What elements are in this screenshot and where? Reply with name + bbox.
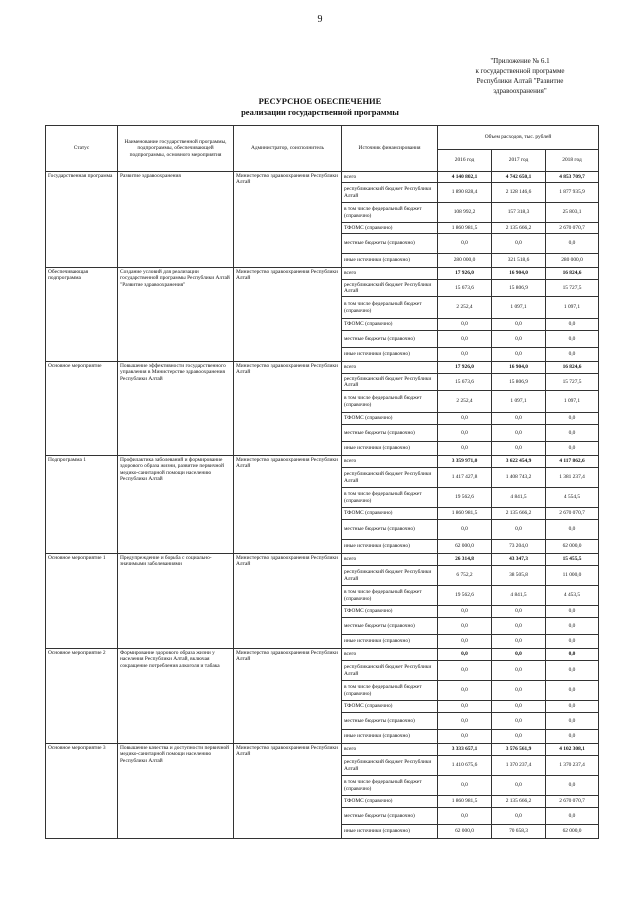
amount-cell: 0,0 <box>492 713 546 730</box>
header-year: 2018 год <box>546 150 599 172</box>
amount-cell: 0,0 <box>546 730 599 744</box>
amount-cell: 0,0 <box>492 661 546 681</box>
source-cell: всего <box>342 649 438 661</box>
table-row <box>46 456 599 468</box>
amount-cell: 4 853 709,7 <box>546 172 599 183</box>
amount-cell: 0,0 <box>546 618 599 635</box>
amount-cell: 15 455,5 <box>546 554 599 566</box>
amount-cell: 0,0 <box>492 618 546 635</box>
source-cell: республиканский бюджет Республики Алтай <box>342 661 438 681</box>
amount-cell: 1 408 743,2 <box>492 468 546 488</box>
amount-cell: 0,0 <box>492 234 546 254</box>
source-cell: местные бюджеты (справочно) <box>342 234 438 254</box>
source-cell: республиканский бюджет Республики Алтай <box>342 183 438 203</box>
amount-cell: 4 742 650,1 <box>492 172 546 183</box>
amount-cell: 0,0 <box>438 618 492 635</box>
amount-cell: 1 370 237,4 <box>492 756 546 776</box>
amount-cell: 0,0 <box>438 331 492 348</box>
amount-cell: 0,0 <box>546 681 599 701</box>
subtitle-line: реализации государственной программы <box>241 107 399 117</box>
source-cell: иные источники (справочно) <box>342 540 438 554</box>
source-cell: республиканский бюджет Республики Алтай <box>342 566 438 586</box>
amount-cell: 0,0 <box>492 425 546 442</box>
amount-cell: 19 562,6 <box>438 488 492 508</box>
amount-cell: 16 904,0 <box>492 268 546 280</box>
amount-cell: 0,0 <box>492 681 546 701</box>
source-cell: ТФОМС (справочно) <box>342 223 438 234</box>
admin-cell: Министерство здравоохранения Республики Алтай <box>234 649 342 744</box>
amount-cell: 108 992,2 <box>438 203 492 223</box>
amount-cell: 2 252,4 <box>438 297 492 319</box>
amount-cell: 15 727,5 <box>546 280 599 297</box>
source-cell: иные источники (справочно) <box>342 825 438 839</box>
header-year: 2016 год <box>438 150 492 172</box>
amount-cell: 0,0 <box>546 520 599 540</box>
name-cell: Повышение качества и доступности первичной медико-санитарной помощи населению Республики Алтай <box>118 744 234 839</box>
title-line: РЕСУРСНОЕ ОБЕСПЕЧЕНИЕ <box>258 96 382 106</box>
source-cell: ТФОМС (справочно) <box>342 796 438 808</box>
amount-cell: 4 554,5 <box>546 488 599 508</box>
amount-cell: 0,0 <box>438 319 492 331</box>
amount-cell: 3 622 454,9 <box>492 456 546 468</box>
amount-cell: 321 518,6 <box>492 254 546 268</box>
amount-cell: 0,0 <box>546 348 599 362</box>
amount-cell: 0,0 <box>546 413 599 425</box>
amount-cell: 0,0 <box>492 413 546 425</box>
amount-cell: 11 000,0 <box>546 566 599 586</box>
amount-cell: 0,0 <box>492 701 546 713</box>
header-year: 2017 год <box>492 150 546 172</box>
amount-cell: 73 204,0 <box>492 540 546 554</box>
amount-cell: 19 562,6 <box>438 586 492 606</box>
amount-cell: 2 670 070,7 <box>546 508 599 520</box>
amount-cell: 38 505,8 <box>492 566 546 586</box>
admin-cell: Министерство здравоохранения Республики Алтай <box>234 362 342 456</box>
source-cell: местные бюджеты (справочно) <box>342 425 438 442</box>
amount-cell: 0,0 <box>546 776 599 796</box>
source-cell: всего <box>342 172 438 183</box>
header-admin: Администратор, соисполнитель <box>234 126 342 172</box>
header-name: Наименование государственной программы, подпрограммы, обеспечивающей подпрограммы, основного мероприятия <box>118 126 234 172</box>
amount-cell: 43 347,3 <box>492 554 546 566</box>
document-title <box>0 96 640 118</box>
table-row <box>46 554 599 566</box>
amount-cell: 0,0 <box>546 319 599 331</box>
status-cell: Обеспечивающая подпрограмма <box>46 268 118 362</box>
source-cell: местные бюджеты (справочно) <box>342 331 438 348</box>
source-cell: в том числе федеральный бюджет (справочно) <box>342 391 438 413</box>
amount-cell: 280 000,0 <box>438 254 492 268</box>
source-cell: иные источники (справочно) <box>342 635 438 649</box>
amount-cell: 0,0 <box>438 520 492 540</box>
amount-cell: 15 727,5 <box>546 374 599 391</box>
amount-cell: 0,0 <box>438 681 492 701</box>
amount-cell: 0,0 <box>546 331 599 348</box>
table-row <box>46 744 599 756</box>
source-cell: иные источники (справочно) <box>342 348 438 362</box>
appendix-line: к государственной программе <box>475 67 565 75</box>
amount-cell: 0,0 <box>438 348 492 362</box>
amount-cell: 17 926,0 <box>438 268 492 280</box>
amount-cell: 62 000,0 <box>546 540 599 554</box>
source-cell: местные бюджеты (справочно) <box>342 713 438 730</box>
source-cell: иные источники (справочно) <box>342 730 438 744</box>
appendix-line: Республики Алтай "Развитие <box>476 77 564 85</box>
name-cell: Развитие здравоохранения <box>118 172 234 268</box>
source-cell: всего <box>342 554 438 566</box>
amount-cell: 2 135 666,2 <box>492 508 546 520</box>
amount-cell: 4 453,5 <box>546 586 599 606</box>
source-cell: в том числе федеральный бюджет (справочно) <box>342 776 438 796</box>
source-cell: ТФОМС (справочно) <box>342 319 438 331</box>
amount-cell: 3 359 971,0 <box>438 456 492 468</box>
table-row <box>46 362 599 374</box>
table-row <box>46 268 599 280</box>
source-cell: всего <box>342 456 438 468</box>
amount-cell: 17 926,0 <box>438 362 492 374</box>
source-cell: всего <box>342 744 438 756</box>
status-cell: Основное мероприятие 1 <box>46 554 118 649</box>
amount-cell: 62 000,0 <box>546 825 599 839</box>
amount-cell: 15 673,6 <box>438 280 492 297</box>
amount-cell: 1 097,1 <box>546 297 599 319</box>
name-cell: Профилактика заболеваний и формирование здорового образа жизни, развитие первичной медико-санитарной помощи населению Республики Алтай <box>118 456 234 554</box>
source-cell: ТФОМС (справочно) <box>342 413 438 425</box>
source-cell: в том числе федеральный бюджет (справочно) <box>342 681 438 701</box>
amount-cell: 1 860 981,5 <box>438 223 492 234</box>
amount-cell: 1 381 237,4 <box>546 468 599 488</box>
appendix-line: здравоохранения" <box>493 87 547 95</box>
admin-cell: Министерство здравоохранения Республики Алтай <box>234 268 342 362</box>
amount-cell: 0,0 <box>492 730 546 744</box>
amount-cell: 0,0 <box>546 661 599 681</box>
amount-cell: 1 860 981,5 <box>438 508 492 520</box>
amount-cell: 0,0 <box>492 442 546 456</box>
source-cell: республиканский бюджет Республики Алтай <box>342 280 438 297</box>
amount-cell: 1 877 935,9 <box>546 183 599 203</box>
source-cell: республиканский бюджет Республики Алтай <box>342 756 438 776</box>
source-cell: местные бюджеты (справочно) <box>342 618 438 635</box>
name-cell: Повышение эффективности государственного управления в Министерстве здравоохранения Республики Алтай <box>118 362 234 456</box>
amount-cell: 0,0 <box>438 776 492 796</box>
source-cell: в том числе федеральный бюджет (справочно) <box>342 586 438 606</box>
amount-cell: 0,0 <box>438 606 492 618</box>
source-cell: республиканский бюджет Республики Алтай <box>342 374 438 391</box>
page-number: 9 <box>317 14 323 25</box>
amount-cell: 0,0 <box>492 635 546 649</box>
admin-cell: Министерство здравоохранения Республики Алтай <box>234 456 342 554</box>
amount-cell: 70 658,3 <box>492 825 546 839</box>
amount-cell: 2 135 666,2 <box>492 796 546 808</box>
amount-cell: 3 576 561,9 <box>492 744 546 756</box>
amount-cell: 0,0 <box>492 348 546 362</box>
table-row <box>46 172 599 183</box>
status-cell: Основное мероприятие 3 <box>46 744 118 839</box>
amount-cell: 0,0 <box>438 661 492 681</box>
amount-cell: 0,0 <box>438 425 492 442</box>
amount-cell: 0,0 <box>492 606 546 618</box>
amount-cell: 15 806,9 <box>492 374 546 391</box>
amount-cell: 26 314,8 <box>438 554 492 566</box>
header-source: Источник финансирования <box>342 126 438 172</box>
name-cell: Формирование здорового образа жизни у населения Республики Алтай, включая сокращение потребления алкоголя и табака <box>118 649 234 744</box>
status-cell: Государственная программа <box>46 172 118 268</box>
amount-cell: 0,0 <box>546 635 599 649</box>
amount-cell: 0,0 <box>438 234 492 254</box>
amount-cell: 0,0 <box>492 776 546 796</box>
name-cell: Создание условий для реализации государственной программы Республики Алтай "Развитие здравоохранения" <box>118 268 234 362</box>
amount-cell: 0,0 <box>438 413 492 425</box>
amount-cell: 1 097,1 <box>546 391 599 413</box>
amount-cell: 2 670 070,7 <box>546 796 599 808</box>
amount-cell: 0,0 <box>438 701 492 713</box>
admin-cell: Министерство здравоохранения Республики Алтай <box>234 554 342 649</box>
amount-cell: 0,0 <box>546 713 599 730</box>
amount-cell: 0,0 <box>438 442 492 456</box>
source-cell: местные бюджеты (справочно) <box>342 520 438 540</box>
amount-cell: 0,0 <box>492 331 546 348</box>
source-cell: в том числе федеральный бюджет (справочно) <box>342 488 438 508</box>
amount-cell: 25 803,1 <box>546 203 599 223</box>
table-row <box>46 649 599 661</box>
amount-cell: 2 128 146,6 <box>492 183 546 203</box>
amount-cell: 0,0 <box>546 234 599 254</box>
name-cell: Предупреждение и борьба с социально-значимыми заболеваниями <box>118 554 234 649</box>
amount-cell: 2 135 666,2 <box>492 223 546 234</box>
amount-cell: 2 252,4 <box>438 391 492 413</box>
appendix-note <box>440 56 600 96</box>
source-cell: республиканский бюджет Республики Алтай <box>342 468 438 488</box>
admin-cell: Министерство здравоохранения Республики Алтай <box>234 744 342 839</box>
amount-cell: 0,0 <box>438 635 492 649</box>
amount-cell: 4 140 802,1 <box>438 172 492 183</box>
amount-cell: 16 904,0 <box>492 362 546 374</box>
header-volume: Объем расходов, тыс. рублей <box>438 126 599 150</box>
amount-cell: 4 102 308,1 <box>546 744 599 756</box>
amount-cell: 0,0 <box>546 808 599 825</box>
amount-cell: 1 410 675,6 <box>438 756 492 776</box>
amount-cell: 0,0 <box>438 808 492 825</box>
amount-cell: 157 318,3 <box>492 203 546 223</box>
source-cell: ТФОМС (справочно) <box>342 701 438 713</box>
amount-cell: 1 890 828,4 <box>438 183 492 203</box>
admin-cell: Министерство здравоохранения Республики Алтай <box>234 172 342 268</box>
amount-cell: 1 860 981,5 <box>438 796 492 808</box>
amount-cell: 3 333 657,1 <box>438 744 492 756</box>
appendix-line: "Приложение № 6.1 <box>490 57 550 65</box>
amount-cell: 4 841,5 <box>492 586 546 606</box>
amount-cell: 0,0 <box>546 649 599 661</box>
table-body <box>46 172 599 839</box>
amount-cell: 0,0 <box>438 713 492 730</box>
source-cell: ТФОМС (справочно) <box>342 508 438 520</box>
amount-cell: 0,0 <box>546 442 599 456</box>
source-cell: в том числе федеральный бюджет (справочно) <box>342 203 438 223</box>
amount-cell: 1 097,1 <box>492 391 546 413</box>
amount-cell: 0,0 <box>438 649 492 661</box>
header-status: Статус <box>46 126 118 172</box>
amount-cell: 0,0 <box>492 649 546 661</box>
source-cell: всего <box>342 268 438 280</box>
amount-cell: 0,0 <box>492 520 546 540</box>
amount-cell: 15 673,6 <box>438 374 492 391</box>
status-cell: Подпрограмма 1 <box>46 456 118 554</box>
resource-table <box>45 125 599 839</box>
source-cell: ТФОМС (справочно) <box>342 606 438 618</box>
source-cell: всего <box>342 362 438 374</box>
source-cell: иные источники (справочно) <box>342 254 438 268</box>
amount-cell: 0,0 <box>492 808 546 825</box>
amount-cell: 1 097,1 <box>492 297 546 319</box>
amount-cell: 16 824,6 <box>546 268 599 280</box>
amount-cell: 62 000,0 <box>438 540 492 554</box>
source-cell: в том числе федеральный бюджет (справочно) <box>342 297 438 319</box>
amount-cell: 1 370 237,4 <box>546 756 599 776</box>
source-cell: иные источники (справочно) <box>342 442 438 456</box>
status-cell: Основное мероприятие 2 <box>46 649 118 744</box>
amount-cell: 4 841,5 <box>492 488 546 508</box>
amount-cell: 1 417 427,8 <box>438 468 492 488</box>
amount-cell: 16 824,6 <box>546 362 599 374</box>
source-cell: местные бюджеты (справочно) <box>342 808 438 825</box>
status-cell: Основное мероприятие <box>46 362 118 456</box>
amount-cell: 0,0 <box>546 425 599 442</box>
amount-cell: 15 806,9 <box>492 280 546 297</box>
amount-cell: 0,0 <box>546 701 599 713</box>
amount-cell: 4 117 862,6 <box>546 456 599 468</box>
amount-cell: 0,0 <box>546 606 599 618</box>
amount-cell: 0,0 <box>438 730 492 744</box>
amount-cell: 62 000,0 <box>438 825 492 839</box>
amount-cell: 6 752,2 <box>438 566 492 586</box>
amount-cell: 0,0 <box>492 319 546 331</box>
amount-cell: 280 000,0 <box>546 254 599 268</box>
amount-cell: 2 670 070,7 <box>546 223 599 234</box>
